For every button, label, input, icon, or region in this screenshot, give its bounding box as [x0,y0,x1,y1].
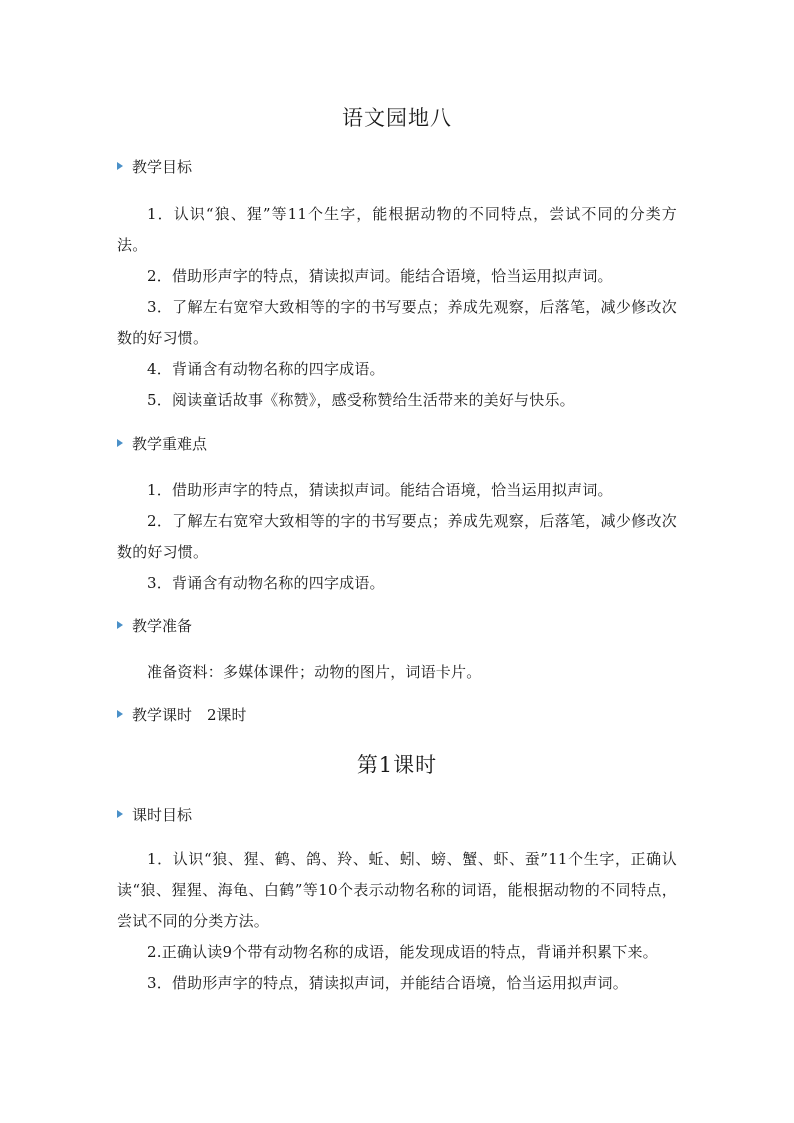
triangle-bullet-icon [117,810,123,818]
section-heading-lesson-goals [117,804,192,826]
section-heading-hours [117,704,247,726]
triangle-bullet-icon [117,439,123,447]
section-heading-label: 教学准备 [132,617,193,635]
section-heading-preparation [117,615,192,637]
preparation-text: 准备资料：多媒体课件；动物的图片，词语卡片。 [147,663,482,681]
section-heading-label: 教学目标 [132,158,193,176]
document-title: 语文园地八 [342,106,452,130]
goal-item: 5．阅读童话故事《称赞》，感受称赞给生活带来的美好与快乐。 [147,391,575,409]
lesson-goal-item: 3．借助形声字的特点，猜读拟声词，并能结合语境，恰当运用拟声词。 [147,974,628,992]
goal-item: 1．认识“狼、猩”等11个生字，能根据动物的不同特点，尝试不同的分类方法。 [117,205,677,254]
section-heading-label: 教学课时 2课时 [132,706,247,724]
lesson-title: 第1课时 [356,753,438,777]
triangle-bullet-icon [117,710,123,718]
section-heading-key-points [117,433,207,455]
section-heading-label: 课时目标 [132,806,193,824]
triangle-bullet-icon [117,621,123,629]
goal-item: 3．了解左右宽窄大致相等的字的书写要点；养成先观察，后落笔，减少修改次数的好习惯。 [117,298,677,347]
key-point-item: 3．背诵含有动物名称的四字成语。 [147,574,385,592]
lesson-goal-item: 1．认识“狼、猩、鹤、鸽、羚、蚯、蚓、螃、蟹、虾、蚕”11个生字，正确认读“狼、猩猩、海龟、白鹤”等10个表示动物名称的词语，能根据动物的不同特点，尝试不同的分类方法。 [117,850,677,930]
goal-item: 4．背诵含有动物名称的四字成语。 [147,360,385,378]
key-point-item: 2．了解左右宽窄大致相等的字的书写要点；养成先观察，后落笔，减少修改次数的好习惯。 [117,512,677,561]
key-point-item: 1．借助形声字的特点，猜读拟声词。能结合语境，恰当运用拟声词。 [147,481,613,499]
section-heading-goals [117,156,192,178]
goal-item: 2．借助形声字的特点，猜读拟声词。能结合语境，恰当运用拟声词。 [147,267,613,285]
lesson-goal-item: 2.正确认读9个带有动物名称的成语，能发现成语的特点，背诵并积累下来。 [147,943,658,961]
section-heading-label: 教学重难点 [132,435,208,453]
triangle-bullet-icon [117,162,123,170]
